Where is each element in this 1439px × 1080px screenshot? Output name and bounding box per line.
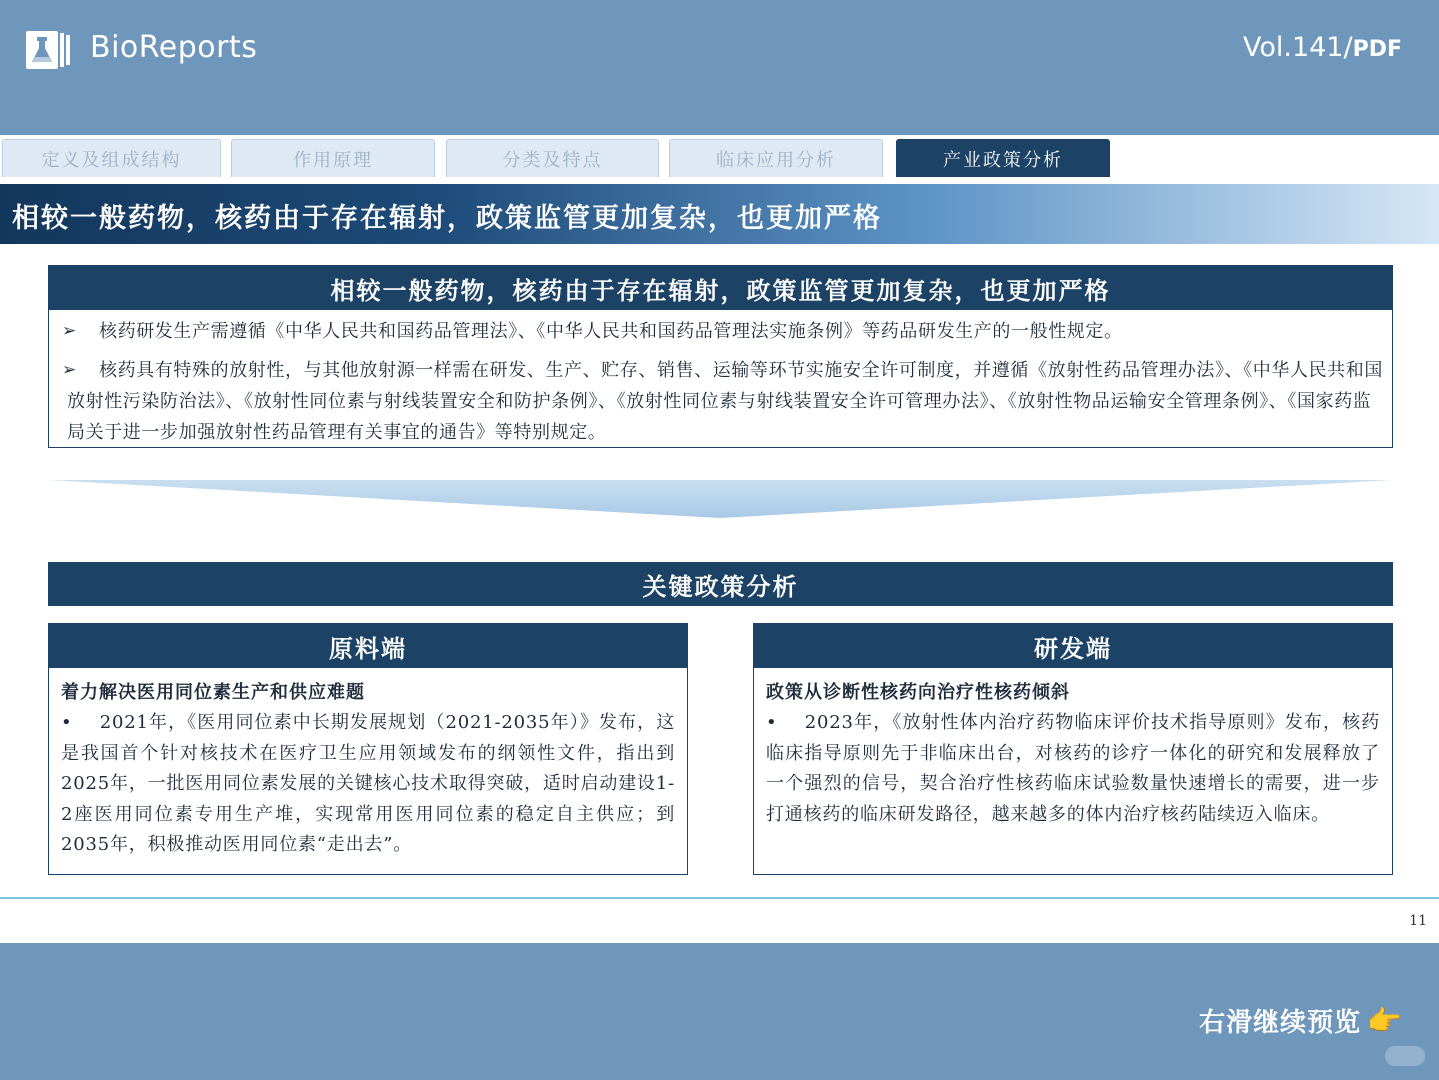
tab-mechanism[interactable]: 作用原理 bbox=[231, 139, 435, 177]
regulation-box bbox=[48, 265, 1393, 448]
volume-label bbox=[1243, 32, 1402, 63]
pointing-hand-icon: 👉 bbox=[1367, 1004, 1403, 1037]
pdf-label: PDF bbox=[1352, 37, 1402, 62]
raw-material-heading: 原料端 bbox=[49, 624, 687, 668]
title-bar bbox=[0, 184, 1439, 244]
rnd-subheading: 政策从诊断性核药向治疗性核药倾斜 bbox=[766, 682, 1070, 703]
footer-divider bbox=[0, 897, 1439, 899]
header-band bbox=[0, 0, 1439, 135]
down-chevron-icon bbox=[48, 480, 1393, 520]
raw-material-subheading: 着力解决医用同位素生产和供应难题 bbox=[61, 682, 365, 703]
arrow-bullet-icon: ➢ bbox=[62, 321, 77, 341]
tab-industry-policy[interactable]: 产业政策分析 bbox=[896, 139, 1110, 177]
swipe-hint[interactable] bbox=[1199, 1002, 1403, 1039]
rnd-box bbox=[753, 623, 1393, 875]
brand-name: BioReports bbox=[90, 30, 258, 65]
swipe-hint-text: 右滑继续预览 bbox=[1199, 1008, 1362, 1038]
page-title: 相较一般药物，核药由于存在辐射，政策监管更加复杂，也更加严格 bbox=[12, 203, 882, 234]
bullet-text: 核药研发生产需遵循《中华人民共和国药品管理法》、《中华人民共和国药品管理法实施条例》等药品研发生产的一般性规定。 bbox=[99, 321, 1123, 342]
tab-clinical[interactable]: 临床应用分析 bbox=[669, 139, 883, 177]
raw-material-paragraph: 2021年，《医用同位素中长期发展规划（2021-2035年）》发布，这是我国首个针对核技术在医疗卫生应用领域发布的纲领性文件，指出到2025年，一批医用同位素发展的关键核心技术取得突破，适时启动建设1-2座医用同位素专用生产堆，实现常用医用同位素的稳定自主供应；到2035年，积极推动医用同位素“走出去”。 bbox=[61, 712, 675, 855]
tab-classification[interactable]: 分类及特点 bbox=[446, 139, 659, 177]
bullet-text: 核药具有特殊的放射性，与其他放射源一样需在研发、生产、贮存、销售、运输等环节实施安全许可制度，并遵循《放射性药品管理办法》、《中华人民共和国放射性污染防治法》、《放射性同位素与射线装置安全和防护条例》、《放射性同位素与射线装置安全许可管理办法》、《放射性物品运输安全管理条例》、《国家药监局关于进一步加强放射性药品管理有关事宜的通告》等特别规定。 bbox=[67, 360, 1383, 443]
bullet-dot-icon: • bbox=[766, 712, 778, 733]
rnd-paragraph: 2023年，《放射性体内治疗药物临床评价技术指导原则》发布，核药临床指导原则先于非临床出台，对核药的诊疗一体化的研究和发展释放了一个强烈的信号，契合治疗性核药临床试验数量快速增长的需要，进一步打通核药的临床研发路径，越来越多的体内治疗核药陆续迈入临床。 bbox=[766, 712, 1381, 825]
bullet-dot-icon: • bbox=[61, 712, 73, 733]
raw-material-text bbox=[49, 702, 687, 861]
raw-material-box bbox=[48, 623, 688, 875]
rnd-heading: 研发端 bbox=[754, 624, 1392, 668]
bioreports-logo-icon bbox=[24, 27, 74, 73]
watermark-badge bbox=[1385, 1046, 1425, 1066]
tab-definition[interactable]: 定义及组成结构 bbox=[2, 139, 221, 177]
key-policy-bar: 关键政策分析 bbox=[48, 562, 1393, 606]
tab-bar bbox=[0, 137, 1439, 182]
regulation-box-heading: 相较一般药物，核药由于存在辐射，政策监管更加复杂，也更加严格 bbox=[49, 266, 1392, 310]
arrow-bullet-icon: ➢ bbox=[62, 360, 77, 380]
bullet-item bbox=[49, 316, 1392, 347]
bullet-item bbox=[49, 355, 1392, 448]
rnd-text bbox=[754, 702, 1392, 830]
volume-number: Vol.141/ bbox=[1242, 32, 1353, 63]
page-number: 11 bbox=[1409, 913, 1427, 929]
